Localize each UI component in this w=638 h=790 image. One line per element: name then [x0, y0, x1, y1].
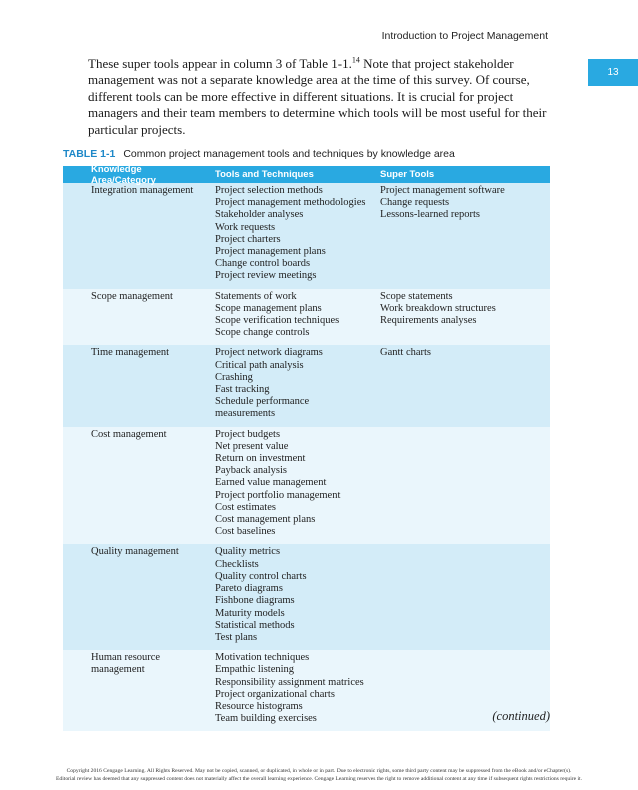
table-header	[63, 163, 550, 186]
tool-item: Quality control charts	[215, 570, 307, 582]
tool-item: Project budgets	[215, 428, 281, 440]
header-tools: Tools and Techniques	[215, 169, 314, 180]
tool-item: Project organizational charts	[215, 688, 335, 700]
header-super-tools: Super Tools	[380, 169, 435, 180]
super-tool-item: Requirements analyses	[380, 315, 477, 327]
tools-table	[63, 163, 550, 731]
tool-item: Change control boards	[215, 258, 311, 270]
page-number-tab: 13	[588, 59, 638, 86]
tool-item: Project network diagrams	[215, 347, 323, 359]
cell-knowledge-area: Quality management	[91, 546, 179, 558]
tool-item: Fast tracking	[215, 384, 270, 396]
cell-tools	[203, 546, 368, 644]
cell-super-tools	[368, 429, 550, 539]
tool-item: Work requests	[215, 221, 276, 233]
table-caption	[63, 148, 455, 160]
table-row	[63, 345, 550, 426]
cell-knowledge-area: Integration management	[91, 185, 194, 196]
cell-tools	[203, 347, 368, 420]
footnote-ref: 14	[351, 55, 360, 65]
tool-item: Project management methodologies	[215, 197, 366, 209]
tool-item: Responsibility assignment matrices	[215, 676, 364, 688]
continued-note: (continued)	[492, 709, 550, 723]
tool-item: Quality metrics	[215, 546, 281, 558]
cell-tools	[203, 291, 368, 340]
table-row	[63, 427, 550, 545]
running-head: Introduction to Project Management	[381, 30, 548, 42]
cell-knowledge-area: Human resource management	[91, 652, 161, 676]
tool-item: Cost estimates	[215, 501, 276, 513]
tool-item: Net present value	[215, 440, 289, 452]
tool-item: Payback analysis	[215, 465, 288, 477]
tool-item: Scope management plans	[215, 302, 322, 314]
cell-tools	[203, 429, 368, 539]
table-caption-number: TABLE 1-1	[63, 148, 116, 160]
tool-item: Maturity models	[215, 607, 285, 619]
tool-item: Earned value management	[215, 477, 327, 489]
cell-knowledge-area: Time management	[91, 347, 170, 359]
tool-item: Crashing	[215, 371, 253, 383]
tool-item: Critical path analysis	[215, 359, 304, 371]
tool-item: Project selection methods	[215, 185, 323, 196]
super-tool-item: Work breakdown structures	[380, 302, 496, 314]
footer-line-2: Editorial review has deemed that any suppressed content does not materially affect the overall learning experience. Cengage Learning reserves the right to remove additional content at any time if subsequent rights restrictions require it.	[56, 775, 582, 782]
tool-item: Stakeholder analyses	[215, 209, 304, 221]
tool-item: Cost management plans	[215, 514, 316, 526]
tool-item: Project review meetings	[215, 270, 317, 282]
super-tool-item: Project management software	[380, 185, 505, 196]
table-caption-text: Common project management tools and techniques by knowledge area	[123, 148, 455, 160]
tool-item: measurements	[215, 408, 276, 420]
body-text-start: These super tools appear in column 3 of Table 1-1.	[88, 56, 352, 71]
table-body	[63, 183, 550, 731]
super-tool-item: Lessons-learned reports	[380, 209, 481, 221]
tool-item: Scope change controls	[215, 327, 310, 339]
body-paragraph	[88, 56, 548, 138]
table-row	[63, 289, 550, 346]
header-knowledge-area: Knowledge Area/Category	[91, 163, 156, 186]
cell-super-tools	[368, 185, 550, 283]
tool-item: Empathic listening	[215, 664, 295, 676]
tool-item: Statistical methods	[215, 619, 295, 631]
table-row	[63, 544, 550, 650]
tool-item: Project portfolio management	[215, 489, 341, 501]
tool-item: Team building exercises	[215, 713, 317, 725]
tool-item: Fishbone diagrams	[215, 595, 295, 607]
super-tool-item: Gantt charts	[380, 347, 432, 359]
cell-knowledge-area: Scope management	[91, 290, 173, 302]
copyright-footer	[0, 768, 638, 783]
cell-knowledge-area: Cost management	[91, 428, 167, 440]
super-tool-item: Scope statements	[380, 290, 453, 302]
cell-tools	[203, 652, 368, 725]
tool-item: Project management plans	[215, 246, 326, 258]
tool-item: Return on investment	[215, 453, 306, 465]
tool-item: Checklists	[215, 558, 259, 570]
table-row	[63, 183, 550, 289]
cell-super-tools	[368, 347, 550, 420]
table-row	[63, 650, 550, 731]
body-text-end: Note that project stakeholder management was not a separate knowledge area at the time of this survey. Of course, different tools can be more effective in different situations. It is crucial for project managers and their team members to determine which tools will be most useful for their particular projects.	[88, 56, 547, 137]
tool-item: Resource histograms	[215, 700, 303, 712]
cell-tools	[203, 185, 368, 283]
tool-item: Test plans	[215, 631, 258, 643]
tool-item: Project charters	[215, 233, 281, 245]
tool-item: Motivation techniques	[215, 652, 310, 664]
footer-line-1: Copyright 2016 Cengage Learning. All Rights Reserved. May not be copied, scanned, or duplicated, in whole or in part. Due to electronic rights, some third party content may be suppressed from the eBook and/or eChapter(s).	[66, 768, 572, 774]
super-tool-item: Change requests	[380, 197, 450, 209]
tool-item: Scope verification techniques	[215, 315, 340, 327]
cell-super-tools	[368, 546, 550, 644]
tool-item: Schedule performance	[215, 396, 310, 408]
tool-item: Pareto diagrams	[215, 583, 283, 595]
tool-item: Cost baselines	[215, 526, 276, 538]
tool-item: Statements of work	[215, 290, 297, 302]
cell-super-tools	[368, 291, 550, 340]
